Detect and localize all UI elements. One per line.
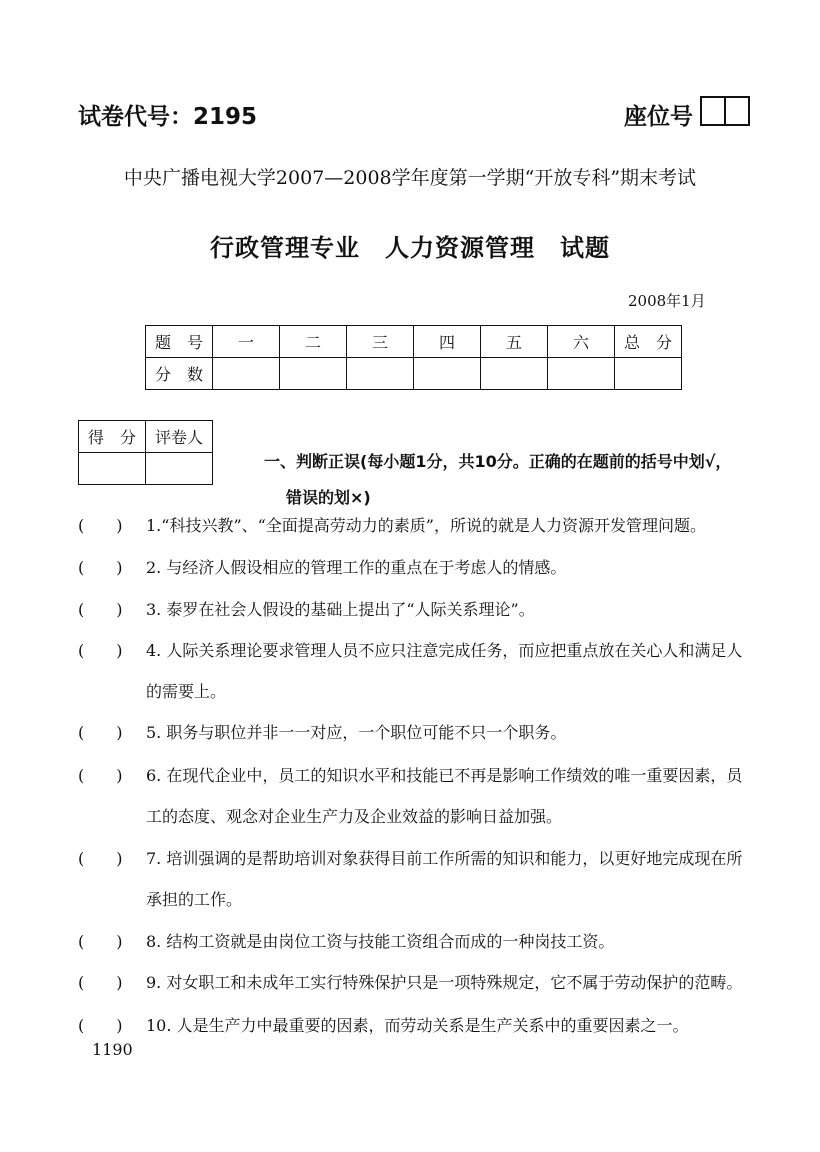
question-text: 10. 人是生产力中最重要的因素，而劳动关系是生产关系中的重要因素之一。: [146, 1016, 689, 1035]
question-item: [78, 763, 742, 827]
score-table-header-row: [146, 326, 682, 358]
score-table-score-row: [146, 358, 682, 390]
score-cell[interactable]: [548, 358, 615, 390]
answer-parentheses[interactable]: ( ): [78, 600, 123, 619]
answer-parentheses[interactable]: ( ): [78, 723, 123, 742]
question-item: [78, 597, 535, 620]
section-title: [264, 444, 764, 516]
answer-parentheses[interactable]: ( ): [78, 641, 123, 660]
question-item: [78, 970, 742, 993]
question-item: [78, 555, 566, 578]
answer-parentheses[interactable]: ( ): [78, 932, 123, 951]
score-table: [145, 325, 682, 390]
answer-parentheses[interactable]: ( ): [78, 516, 123, 535]
answer-parentheses[interactable]: ( ): [78, 558, 123, 577]
question-item: [78, 513, 706, 536]
score-table-header-cell: 一: [213, 326, 280, 358]
grader-table-header-row: [79, 421, 213, 453]
question-text: 5. 职务与职位并非一一对应，一个职位可能不只一个职务。: [146, 723, 567, 742]
answer-parentheses[interactable]: ( ): [78, 766, 123, 785]
question-text-continued: 工的态度、观念对企业生产力及企业效益的影响日益加强。: [146, 807, 563, 826]
section-title-line1: 一、判断正误(每小题1分，共10分。正确的在题前的括号中划√，: [264, 452, 732, 471]
score-cell[interactable]: [481, 358, 548, 390]
exam-title: 中央广播电视大学2007—2008学年度第一学期“开放专科”期末考试: [123, 167, 697, 189]
question-text: 3. 泰罗在社会人假设的基础上提出了“人际关系理论”。: [146, 600, 535, 619]
question-text: 2. 与经济人假设相应的管理工作的重点在于考虑人的情感。: [146, 558, 567, 577]
seat-number-label: 座位号: [624, 104, 693, 130]
question-item: [78, 846, 742, 910]
question-item: [78, 929, 614, 952]
score-table-header-cell: 二: [280, 326, 347, 358]
subject-title: 行政管理专业 人力资源管理 试题: [210, 234, 610, 262]
section-title-line2: 错误的划×): [286, 488, 371, 507]
question-item: [78, 1013, 689, 1036]
score-cell[interactable]: [213, 358, 280, 390]
score-table-header-cell: 六: [548, 326, 615, 358]
score-table-header-cell: 五: [481, 326, 548, 358]
question-text: 8. 结构工资就是由岗位工资与技能工资组合而成的一种岗技工资。: [146, 932, 615, 951]
question-item: [78, 720, 566, 743]
question-text: 7. 培训强调的是帮助培训对象获得目前工作所需的知识和能力，以更好地完成现在所: [146, 849, 743, 868]
grader-name-cell[interactable]: [146, 453, 213, 485]
question-text-continued: 承担的工作。: [146, 890, 243, 909]
grader-score-cell[interactable]: [79, 453, 146, 485]
grader-table: [78, 420, 213, 485]
score-cell[interactable]: [414, 358, 481, 390]
page-number: 1190: [92, 1040, 133, 1059]
score-table-header-cell: 题 号: [146, 326, 213, 358]
question-text: 9. 对女职工和未成年工实行特殊保护只是一项特殊规定，它不属于劳动保护的范畴。: [146, 973, 743, 992]
score-table-header-cell: 三: [347, 326, 414, 358]
exam-date: 2008年1月: [628, 292, 706, 310]
seat-number-box[interactable]: [724, 96, 750, 126]
score-table-header-cell: 总 分: [615, 326, 682, 358]
grader-table-input-row: [79, 453, 213, 485]
score-cell[interactable]: [280, 358, 347, 390]
question-text-continued: 的需要上。: [146, 682, 227, 701]
answer-parentheses[interactable]: ( ): [78, 1016, 123, 1035]
question-text: 6. 在现代企业中，员工的知识水平和技能已不再是影响工作绩效的唯一重要因素，员: [146, 766, 743, 785]
paper-code: 试卷代号：2195: [78, 104, 258, 130]
question-item: [78, 638, 742, 702]
answer-parentheses[interactable]: ( ): [78, 973, 123, 992]
score-row-label: 分 数: [146, 358, 213, 390]
question-text: 1.“科技兴教”、“全面提高劳动力的素质”，所说的就是人力资源开发管理问题。: [146, 516, 706, 535]
seat-number-box[interactable]: [700, 96, 726, 126]
grader-table-header-cell: 评卷人: [146, 421, 213, 453]
seat-number-boxes: [700, 96, 750, 126]
grader-table-header-cell: 得 分: [79, 421, 146, 453]
score-table-header-cell: 四: [414, 326, 481, 358]
score-cell[interactable]: [615, 358, 682, 390]
answer-parentheses[interactable]: ( ): [78, 849, 123, 868]
question-text: 4. 人际关系理论要求管理人员不应只注意完成任务，而应把重点放在关心人和满足人: [146, 641, 743, 660]
score-cell[interactable]: [347, 358, 414, 390]
